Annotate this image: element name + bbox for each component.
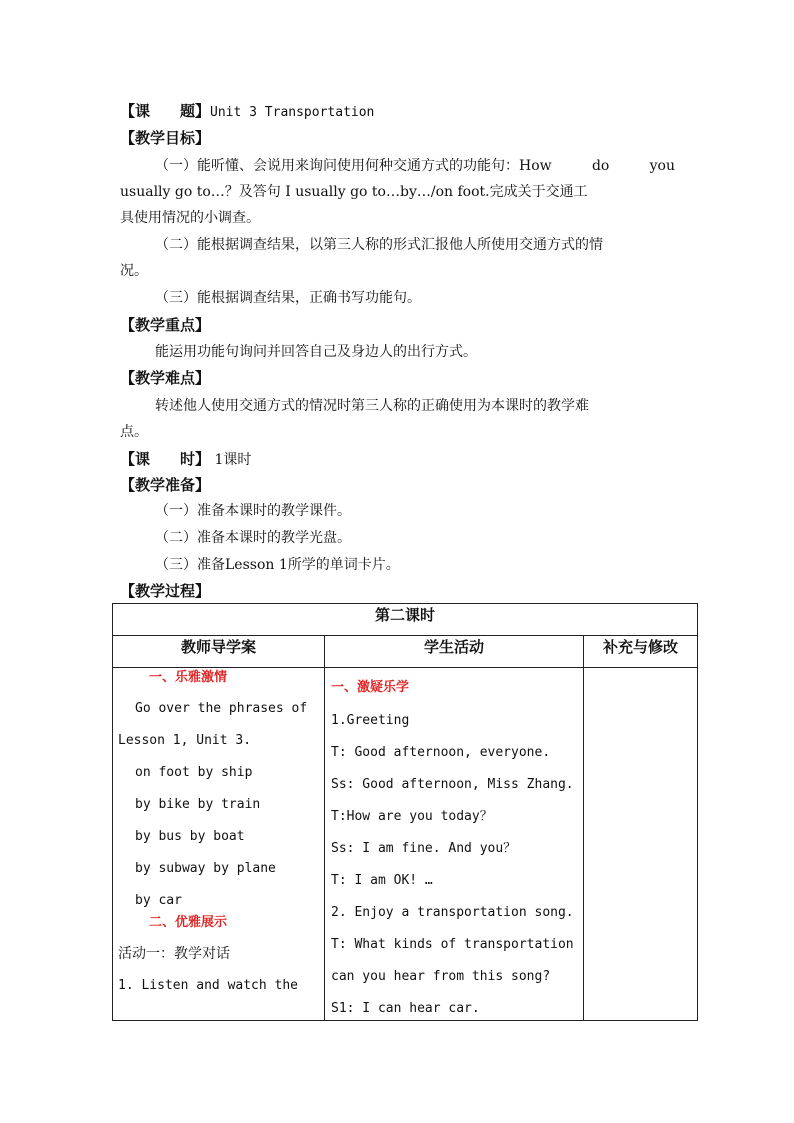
teacher-line: by bus by boat	[135, 829, 245, 844]
teacher-line: Go over the phrases of	[135, 701, 308, 716]
topic-line	[120, 101, 374, 123]
teacher-line: by car	[135, 893, 182, 908]
objective-1-text-b: do	[591, 158, 610, 174]
teacher-line: by subway by plane	[135, 861, 276, 876]
teacher-cell	[113, 668, 325, 1021]
notes-cell	[584, 668, 698, 1021]
student-line: S1: I can hear car.	[331, 1001, 480, 1016]
hours-line	[120, 449, 251, 470]
student-line: Ss: I am fine. And you？	[331, 841, 517, 856]
prep-item-1: （一）准备本课时的教学课件。	[155, 503, 351, 519]
difficulty-line-1: 转述他人使用交通方式的情况时第三人称的正确使用为本课时的教学难	[155, 398, 589, 414]
student-line: T:How are you today？	[331, 809, 493, 824]
teacher-line: by bike by train	[135, 797, 261, 812]
teacher-activity: 活动一：教学对话	[118, 946, 230, 962]
table-title: 第二课时	[113, 604, 698, 636]
student-section-1: 一、激疑乐学	[331, 680, 410, 695]
col-header-teacher: 教师导学案	[113, 636, 325, 668]
objective-2-line-1: （二）能根据调查结果，以第三人称的形式汇报他人所使用交通方式的情	[155, 237, 603, 253]
objective-2-line-2: 况。	[120, 263, 148, 279]
student-line: 2. Enjoy a transportation song.	[331, 905, 574, 920]
hours-label: 【课 时】	[120, 450, 211, 468]
student-line: T: I am OK! …	[331, 873, 433, 888]
teacher-line: on foot by ship	[135, 765, 253, 780]
topic-value: Unit 3 Transportation	[210, 105, 375, 120]
process-table	[112, 603, 698, 1021]
difficulty-heading: 【教学难点】	[120, 369, 211, 387]
objective-1-line-1	[155, 156, 675, 176]
key-points-text: 能运用功能句询问并回答自己及身边人的出行方式。	[155, 344, 477, 360]
objective-3: （三）能根据调查结果，正确书写功能句。	[155, 290, 421, 306]
prep-item-3: （三）准备Lesson 1所学的单词卡片。	[155, 557, 400, 573]
objective-1-text-c: you	[649, 158, 675, 174]
teacher-section-1: 一、乐雅激情	[149, 670, 228, 685]
student-cell	[325, 668, 584, 1021]
student-line: T: Good afternoon, everyone.	[331, 745, 551, 760]
objective-1-text-a: （一）能听懂、会说用来询问使用何种交通方式的功能句：How	[155, 158, 552, 174]
key-points-heading: 【教学重点】	[120, 316, 211, 334]
student-line: Ss: Good afternoon, Miss Zhang.	[331, 777, 574, 792]
objectives-heading: 【教学目标】	[120, 129, 211, 147]
teacher-line: Lesson 1, Unit 3.	[118, 733, 252, 748]
teacher-line: 1. Listen and watch the	[118, 978, 299, 993]
objective-1-line-2: usually go to…？及答句 I usually go to…by…/on foot.完成关于交通工	[120, 184, 588, 200]
process-heading: 【教学过程】	[120, 582, 211, 600]
col-header-student: 学生活动	[325, 636, 584, 668]
col-header-notes: 补充与修改	[584, 636, 698, 668]
student-line: 1.Greeting	[331, 713, 410, 728]
prep-item-2: （二）准备本课时的教学光盘。	[155, 530, 351, 546]
hours-value: 1课时	[214, 452, 252, 468]
topic-label: 【课 题】	[120, 102, 211, 120]
difficulty-line-2: 点。	[120, 424, 148, 440]
teacher-section-2: 二、优雅展示	[149, 915, 228, 930]
student-line: T: What kinds of transportation	[331, 937, 574, 952]
student-line: can you hear from this song?	[331, 969, 551, 984]
objective-1-line-3: 具使用情况的小调查。	[120, 210, 260, 226]
prep-heading: 【教学准备】	[120, 476, 211, 494]
